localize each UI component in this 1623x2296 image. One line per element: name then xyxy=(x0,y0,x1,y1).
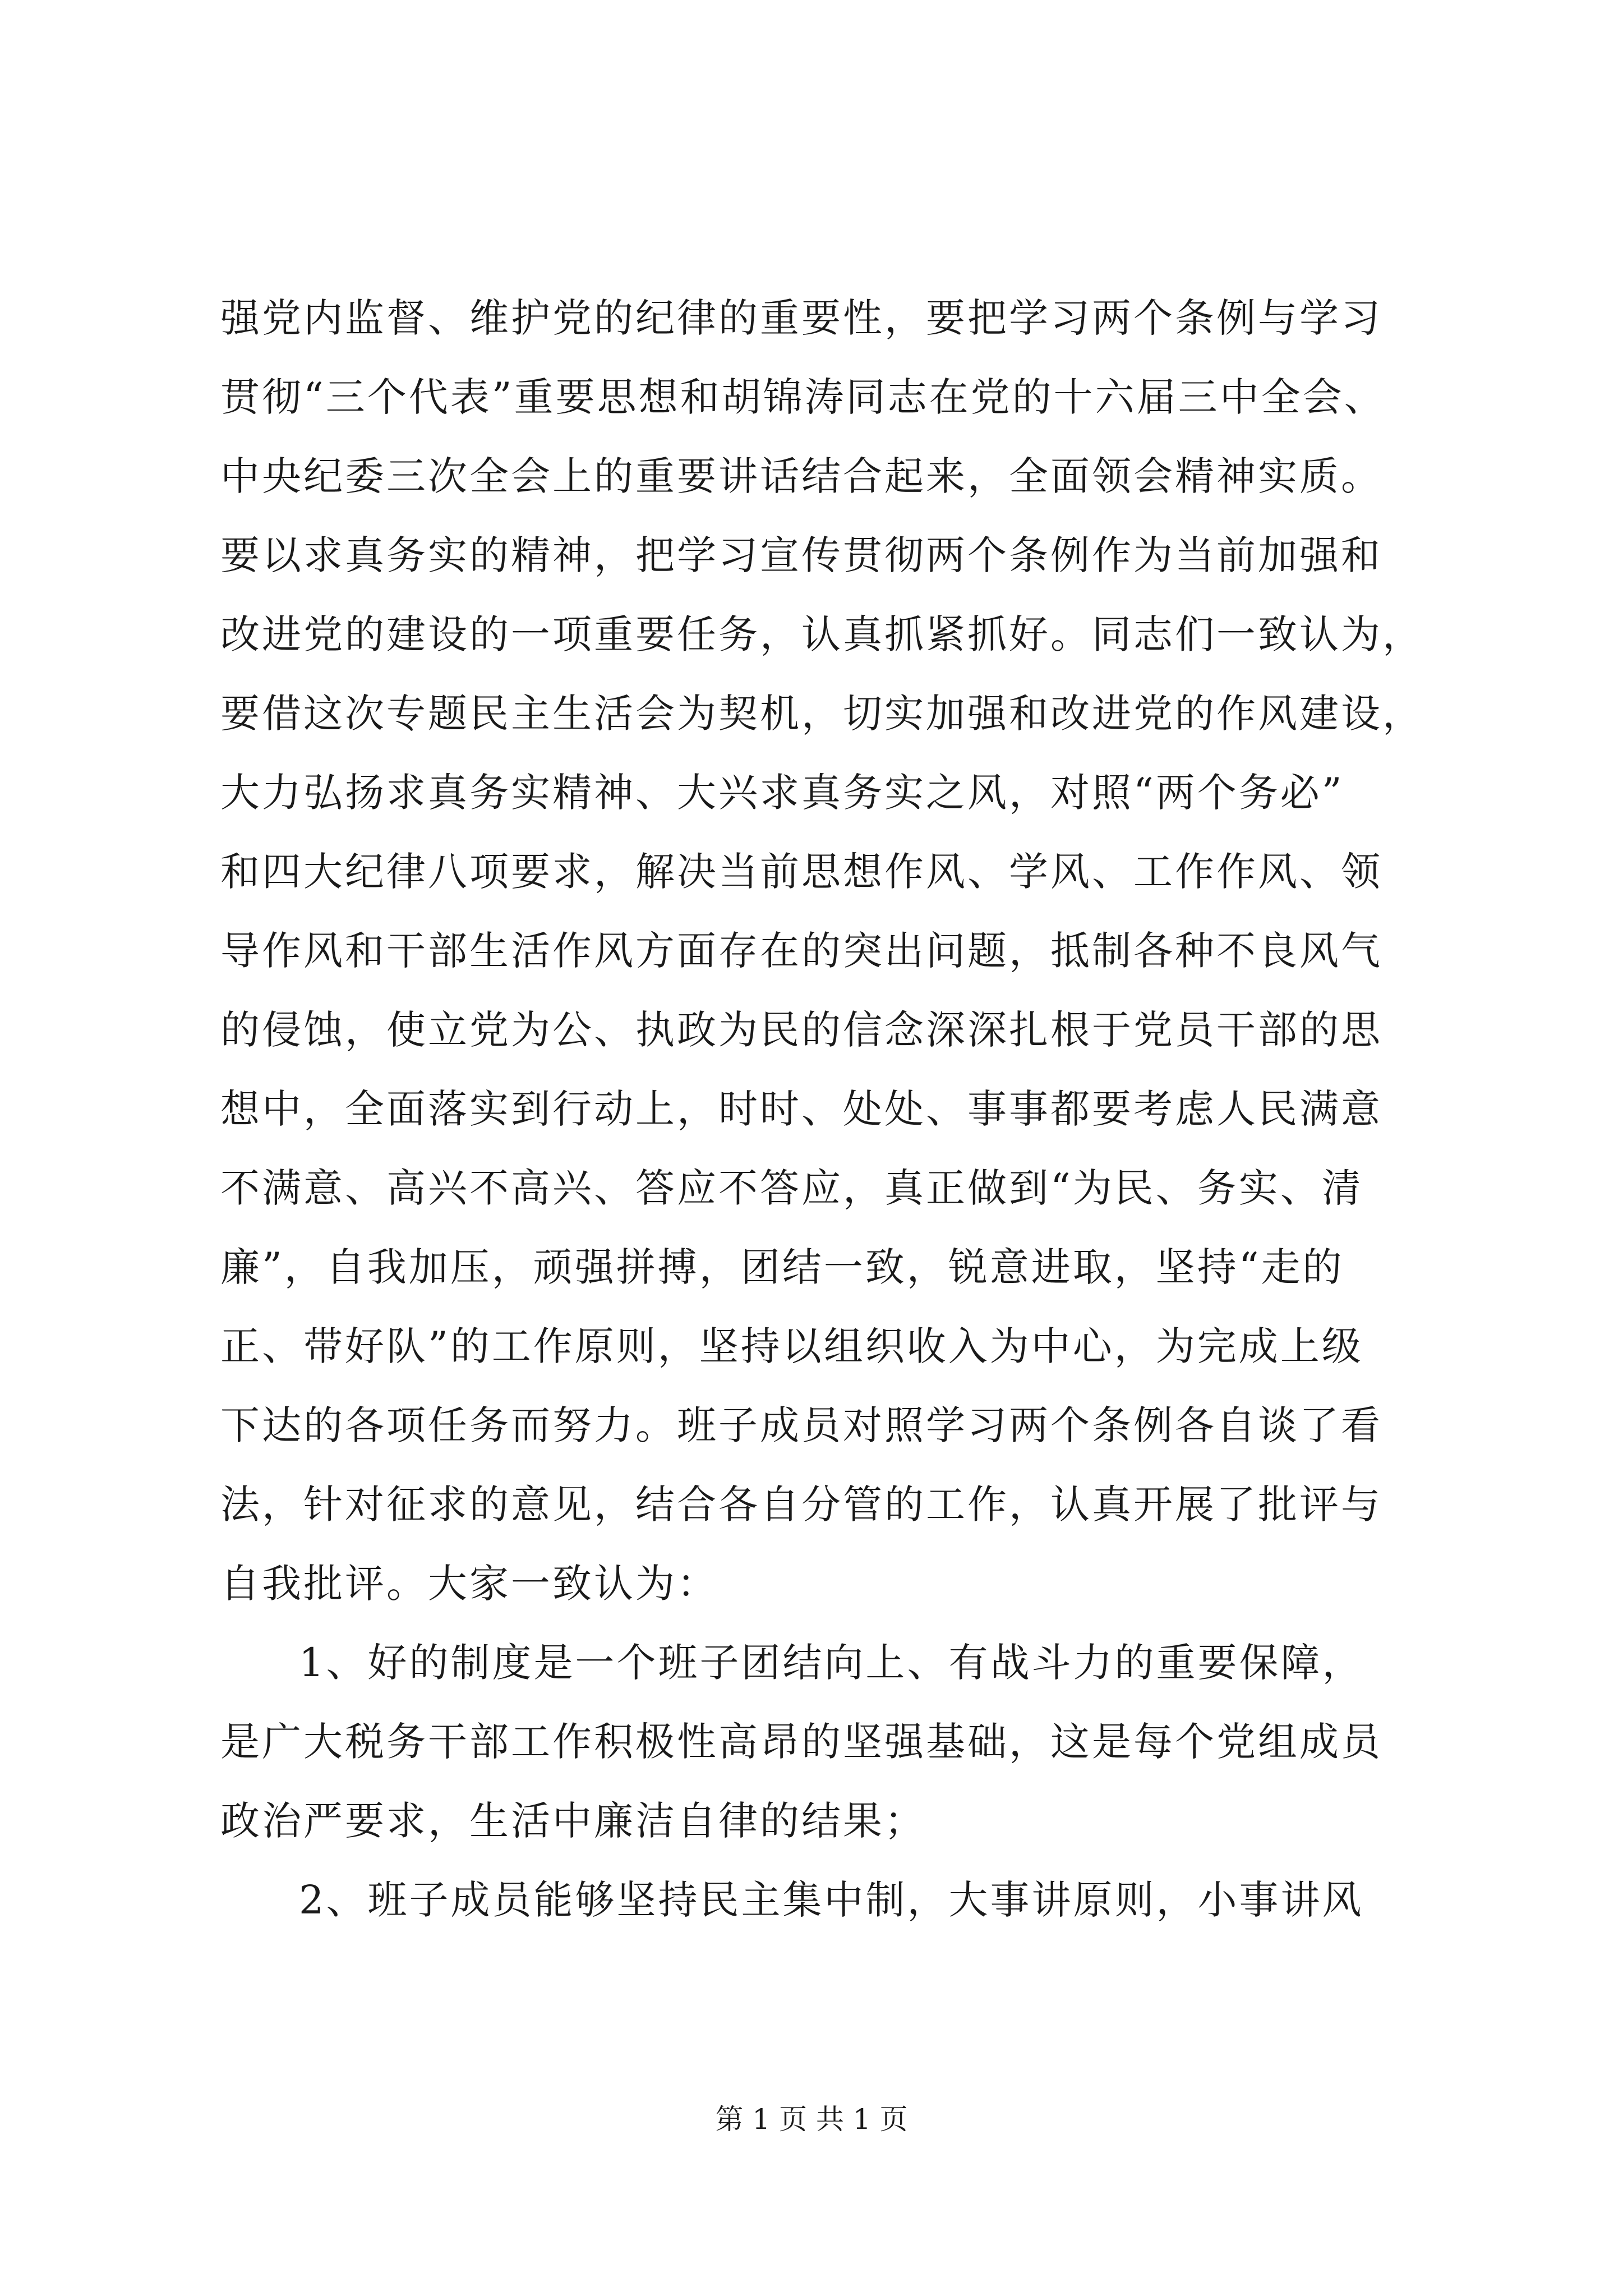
text-line: 贯彻“三个代表”重要思想和胡锦涛同志在党的十六届三中全会、 xyxy=(220,374,1386,420)
text-line: 下达的各项任务而努力。班子成员对照学习两个条例各自谈了看 xyxy=(220,1402,1382,1448)
list-item-2-first-line: 2、班子成员能够坚持民主集中制，大事讲原则，小事讲风 xyxy=(299,1877,1364,1923)
text-line: 不满意、高兴不高兴、答应不答应，真正做到“为民、务实、清 xyxy=(220,1165,1363,1211)
text-line: 要以求真务实的精神，把学习宣传贯彻两个条例作为当前加强和 xyxy=(220,532,1382,578)
text-line: 正、带好队”的工作原则，坚持以组织收入为中心，为完成上级 xyxy=(220,1323,1363,1369)
text-line: 要借这次专题民主生活会为契机，切实加强和改进党的作风建设， xyxy=(220,691,1424,737)
text-line: 和四大纪律八项要求，解决当前思想作风、学风、工作作风、领 xyxy=(220,849,1382,895)
text-line: 自我批评。大家一致认为： xyxy=(220,1561,718,1607)
text-line: 导作风和干部生活作风方面存在的突出问题，抵制各种不良风气 xyxy=(220,928,1382,974)
text-line: 法，针对征求的意见，结合各自分管的工作，认真开展了批评与 xyxy=(220,1481,1382,1527)
text-line: 中央纪委三次全会上的重要讲话结合起来，全面领会精神实质。 xyxy=(220,453,1382,499)
text-line: 的侵蚀，使立党为公、执政为民的信念深深扎根于党员干部的思 xyxy=(220,1007,1382,1053)
text-line: 政治严要求，生活中廉洁自律的结果； xyxy=(220,1798,926,1844)
text-line: 改进党的建设的一项重要任务，认真抓紧抓好。同志们一致认为， xyxy=(220,611,1424,657)
text-line: 是广大税务干部工作积极性高昂的坚强基础，这是每个党组成员 xyxy=(220,1719,1382,1765)
text-line: 想中，全面落实到行动上，时时、处处、事事都要考虑人民满意 xyxy=(220,1086,1382,1132)
list-item-1-first-line: 1、好的制度是一个班子团结向上、有战斗力的重要保障， xyxy=(299,1640,1364,1686)
text-line: 强党内监督、维护党的纪律的重要性，要把学习两个条例与学习 xyxy=(220,295,1382,341)
text-line: 廉”，自我加压，顽强拼搏，团结一致，锐意进取，坚持“走的 xyxy=(220,1244,1344,1290)
page-number-footer: 第 1 页 共 1 页 xyxy=(715,2103,908,2136)
text-line: 大力弘扬求真务实精神、大兴求真务实之风，对照“两个务必” xyxy=(220,770,1344,816)
